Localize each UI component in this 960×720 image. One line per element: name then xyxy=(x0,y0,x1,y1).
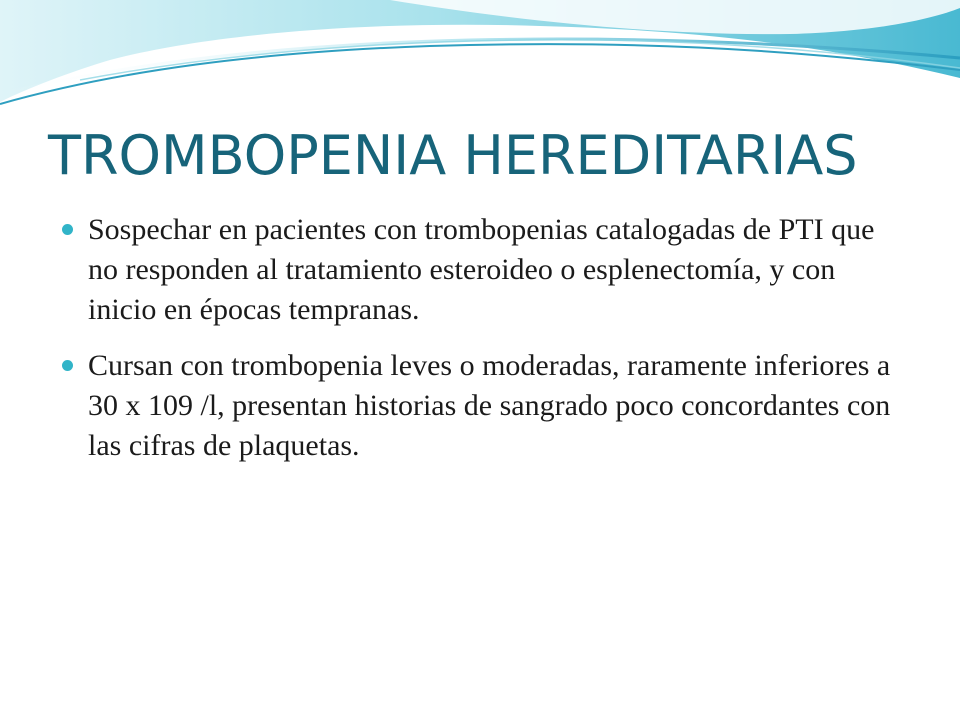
slide-title: TROMBOPENIA HEREDITARIAS xyxy=(48,124,858,187)
bullet-list xyxy=(62,210,892,482)
bullet-text: Sospechar en pacientes con trombopenias catalogadas de PTI que no responden al tratamiento esteroideo o esplenectomía, y con inicio en épocas tempranas. xyxy=(88,213,875,326)
decorative-wave-header xyxy=(0,0,960,110)
bullet-dot-icon xyxy=(62,224,73,235)
bullet-item xyxy=(62,210,892,330)
bullet-text: Cursan con trombopenia leves o moderadas, raramente inferiores a 30 x 109 /l, presentan historias de sangrado poco concordantes con las cifras de plaquetas. xyxy=(88,349,891,462)
wave-line-dark xyxy=(0,44,960,104)
bullet-item xyxy=(62,346,892,466)
bullet-dot-icon xyxy=(62,360,73,371)
